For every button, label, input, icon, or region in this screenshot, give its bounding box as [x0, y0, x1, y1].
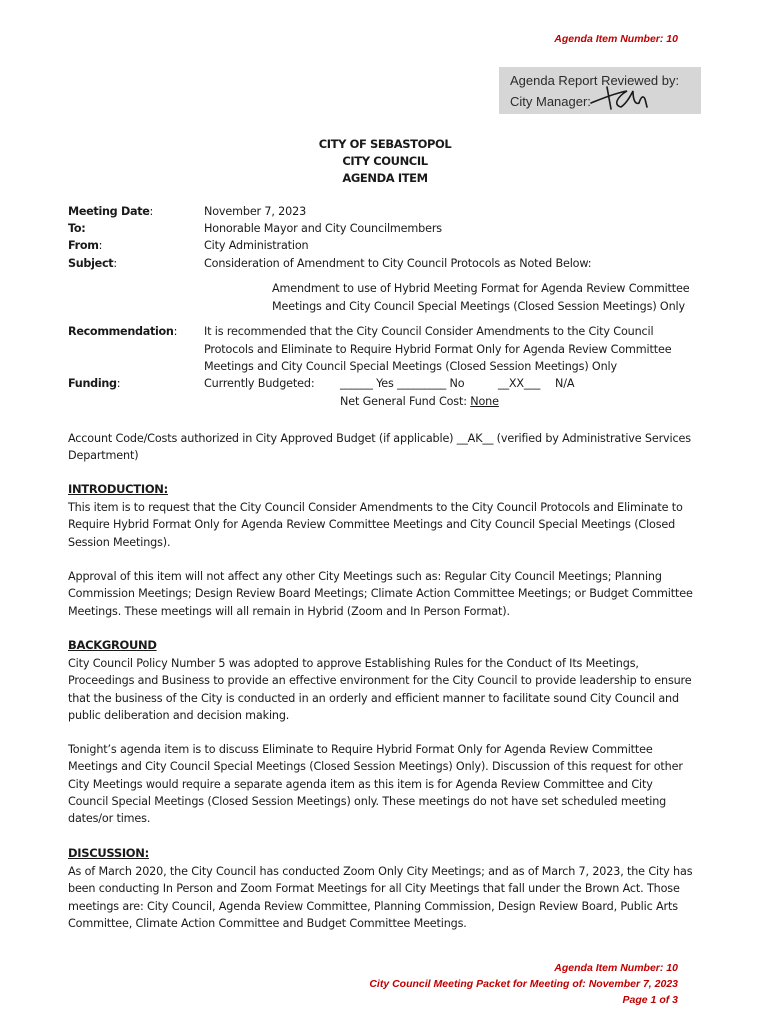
title-council: CITY COUNCIL: [342, 154, 428, 168]
recommendation-label: Recommendation:: [68, 325, 178, 338]
footer-packet-info: City Council Meeting Packet for Meeting of: November 7, 2023: [369, 978, 678, 990]
from-label: From:: [68, 239, 103, 252]
title-agenda-item: AGENDA ITEM: [342, 171, 428, 185]
meeting-date-label: Meeting Date:: [68, 205, 154, 218]
funding-no-mark: __XX___: [498, 377, 541, 390]
footer-agenda-item: Agenda Item Number: 10: [554, 962, 678, 974]
subject-value: Consideration of Amendment to City Council Protocols as Noted Below:: [204, 257, 592, 270]
net-cost-value: None: [470, 395, 499, 408]
introduction-paragraph-1: This item is to request that the City Council Consider Amendments to the City Council Protocols and Eliminate to Require Hybrid Format Only for Agenda Review Committee Meetings and City Council Special Meetings (Closed Session Meetings).: [68, 501, 683, 549]
account-initials: __AK__: [456, 432, 494, 445]
net-cost: Net General Fund Cost: None: [340, 395, 499, 408]
review-stamp: [499, 67, 701, 114]
title-city: CITY OF SEBASTOPOL: [318, 137, 452, 151]
discussion-heading: DISCUSSION:: [68, 846, 149, 860]
subject-detail-line2: Meetings and City Council Special Meetings (Closed Session Meetings) Only: [272, 300, 685, 313]
stamp-reviewed-label: Agenda Report Reviewed by:: [510, 73, 680, 88]
funding-budgeted: Currently Budgeted:: [204, 377, 315, 390]
subject-label: Subject:: [68, 257, 118, 270]
to-value: Honorable Mayor and City Councilmembers: [204, 222, 442, 235]
stamp-city-manager-label: City Manager:: [510, 94, 591, 109]
to-label: To:: [68, 222, 86, 235]
from-value: City Administration: [204, 239, 309, 252]
city-manager-signature: [587, 81, 659, 113]
recommendation-line3: Meetings and City Council Special Meetings (Closed Session Meetings) Only: [204, 360, 617, 373]
recommendation-line1: It is recommended that the City Council Consider Amendments to the City Council: [204, 325, 654, 338]
recommendation-line2: Protocols and Eliminate to Require Hybrid Format Only for Agenda Review Committee: [204, 343, 672, 356]
background-paragraph-1: City Council Policy Number 5 was adopted to approve Establishing Rules for the Conduct of Its Meetings, Proceedings and Business to provide an effective environment for the City Council to provide leadership to ensure that the business of the City is conducted in an orderly and efficient manner to facilitate sound City Council and public deliberation and decision making.: [68, 657, 692, 722]
background-paragraph-2: Tonight’s agenda item is to discuss Eliminate to Require Hybrid Format Only for Agenda Review Committee Meetings and City Council Special Meetings (Closed Session Meetings) Only). Discussion of this request for other City Meetings would require a separate agenda item as this item is for Agenda Review Committee and City Council Special Meetings (Closed Session Meetings) only. These meetings do not have set scheduled meeting dates/or times.: [68, 743, 683, 826]
funding-na: N/A: [555, 377, 575, 390]
account-code-line1: Account Code/Costs authorized in City Approved Budget (if applicable) __AK__ (verified by Administrative Services: [68, 432, 691, 445]
funding-yes-no: ______ Yes _________ No: [340, 377, 465, 390]
subject-detail-line1: Amendment to use of Hybrid Meeting Format for Agenda Review Committee: [272, 282, 690, 295]
meeting-date-value: November 7, 2023: [204, 205, 307, 218]
funding-label: Funding:: [68, 377, 121, 390]
introduction-heading: INTRODUCTION:: [68, 482, 168, 496]
background-heading: BACKGROUND: [68, 638, 157, 652]
discussion-paragraph-1: As of March 2020, the City Council has conducted Zoom Only City Meetings; and as of March 7, 2023, the City has been conducting In Person and Zoom Format Meetings for all City Meetings that fall under the Brown Act. Those meetings are: City Council, Agenda Review Committee, Planning Commission, Design Review Board, Public Arts Committee, Climate Action Committee and Budget Committee Meetings.: [68, 865, 693, 930]
footer-page-number: Page 1 of 3: [622, 994, 678, 1006]
account-code-line2: Department): [68, 449, 139, 462]
agenda-item-number-header: Agenda Item Number: 10: [554, 33, 678, 45]
introduction-paragraph-2: Approval of this item will not affect any other City Meetings such as: Regular City Council Meetings; Planning Commission Meetings; Design Review Board Meetings; Climate Action Committee Meetings; or Budget Committee Meetings. These meetings will all remain in Hybrid (Zoom and In Person Format).: [68, 570, 693, 618]
